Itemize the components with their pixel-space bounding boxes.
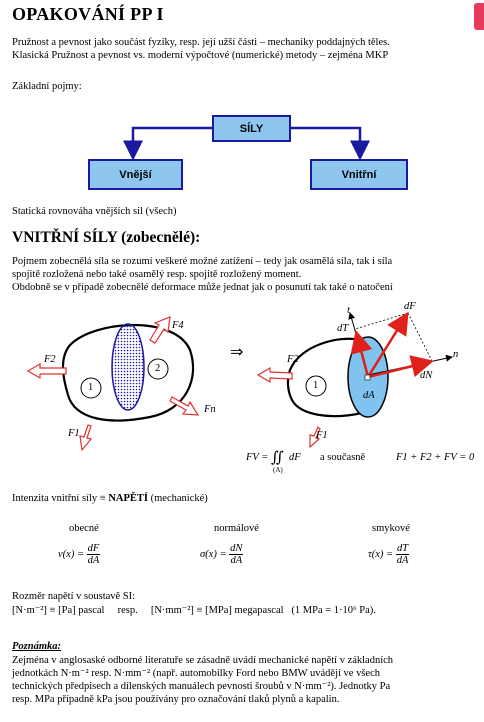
fv-middle: a současně [320, 452, 366, 463]
label-F2-left: F2 [44, 354, 56, 365]
note-line-4: resp. MPa případně kPa jsou používány pro označování tlaků plynů a kapalin. [12, 694, 340, 705]
note-title [12, 640, 61, 653]
formula-shear-lhs: τ(x) = [368, 548, 394, 560]
note-line-1: Zejména v anglosaské odborné literatuře se zásadně uvádí mechanické napětí v základních [12, 655, 394, 666]
stress-intro-post: (mechanické) [148, 493, 208, 504]
box-vnejsi: Vnější [88, 159, 183, 190]
page-title: OPAKOVÁNÍ PP I [12, 4, 164, 24]
fv-rhs: dF [289, 452, 301, 463]
stress-label-shear: smykové [372, 523, 410, 534]
diagram-connectors [0, 0, 484, 200]
basics-label: Základní pojmy: [12, 81, 82, 92]
intro-line-2: Klasická Pružnost a pevnost vs. moderní výpočtové (numerické) metody – zejména MKP [12, 50, 389, 61]
si-title: Rozměr napětí v soustavě SI: [12, 591, 136, 602]
section-line-1: Pojmem zobecnělá síla se rozumí veškeré možné zatížení – tedy jak osamělá síla, tak i síla [12, 256, 393, 267]
stress-intro [12, 492, 208, 505]
formula-normal-num: dN [230, 543, 243, 554]
label-dF: dF [404, 301, 416, 312]
label-dT: dT [337, 323, 349, 334]
label-part-1-left: 1 [88, 382, 94, 393]
formula-shear-den: dA [396, 555, 409, 566]
label-dA-figure: dA [363, 390, 375, 401]
label-dN: dN [420, 370, 433, 381]
fv-sum: F1 + F2 + FV = 0 [396, 452, 475, 463]
equilibrium-text: Statická rovnováha vnějších sil (všech) [12, 206, 177, 217]
label-F1-right: F1 [316, 430, 328, 441]
note-line-3: technických předpisech a dílenských manuálech pevnosti šroubů v N·mm⁻²). Jednotky Pa [12, 681, 391, 692]
fv-integral: ∬ [271, 450, 284, 466]
formula-normal-den: dA [230, 555, 243, 566]
label-n: n [453, 349, 459, 360]
fv-lhs: FV = [246, 452, 269, 463]
label-F4: F4 [172, 320, 184, 331]
si-line: [N·m⁻²] ≡ [Pa] pascal resp. [N·mm⁻²] ≡ [MPa] megapascal (1 MPa = 1·10⁶ Pa). [12, 605, 376, 616]
section-line-2: spojitě rozložená nebo také osamělý resp. spojitě rozložený moment. [12, 269, 302, 280]
stress-label-normal: normálové [214, 523, 259, 534]
formula-normal [200, 543, 243, 566]
svg-text:⇒: ⇒ [230, 342, 244, 361]
label-t: t [347, 305, 350, 316]
note-title-text: Poznámka: [12, 641, 62, 652]
formula-normal-lhs: σ(x) = [200, 548, 227, 560]
formula-shear-num: dT [397, 543, 409, 554]
box-sily: SÍLY [212, 115, 291, 142]
formula-general-lhs: ν(x) = [58, 548, 85, 560]
label-part-1-right: 1 [313, 380, 319, 391]
label-F1-left: F1 [68, 428, 80, 439]
label-F2-right: F2 [287, 354, 299, 365]
cut-plane-hatched [112, 324, 144, 410]
formula-general [58, 543, 100, 566]
section-title: VNITŘNÍ SÍLY (zobecnělé): [12, 229, 201, 246]
formula-shear [368, 543, 409, 566]
section-line-3: Obdobně se v případě zobecnělé deformace může jednat jak o posunutí tak také o natočení [12, 282, 393, 293]
fv-subscript: (A) [273, 466, 283, 474]
stress-intro-bold: NAPĚTÍ [108, 493, 149, 504]
note-line-2: jednotkách N·m⁻² resp. N·mm⁻² (např. automobilky Ford nebo BMW uvádějí ve všech [12, 668, 380, 679]
stress-label-general: obecné [69, 523, 99, 534]
formula-general-num: dF [87, 543, 100, 554]
label-part-2: 2 [155, 363, 161, 374]
intro-line-1: Pružnost a pevnost jako součást fyziky, resp. její užší části – mechaniky poddajných těles. [12, 37, 390, 48]
box-vnitrni: Vnitřní [310, 159, 408, 190]
label-Fn: Fn [204, 404, 216, 415]
stress-intro-pre: Intenzita vnitřní síly ≡ [12, 493, 109, 504]
formula-general-den: dA [87, 555, 100, 566]
